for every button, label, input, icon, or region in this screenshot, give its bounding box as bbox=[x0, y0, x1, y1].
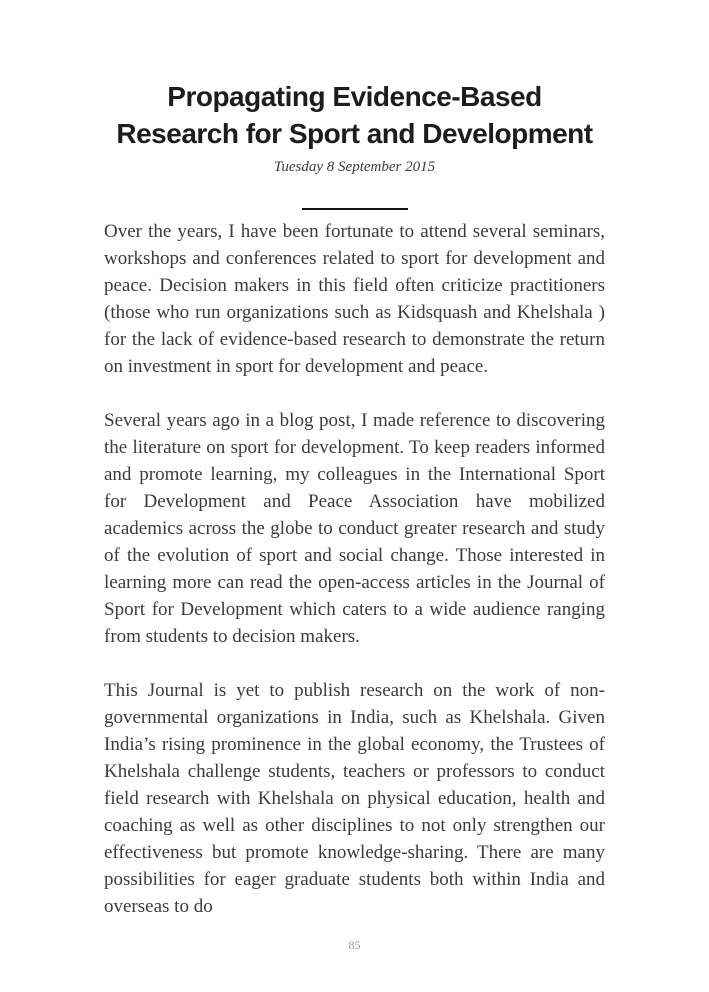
article-paragraph: Several years ago in a blog post, I made reference to discovering the literature on sport for development. To keep readers informed and promote learning, my colleagues in the International Sport for Development and Peace Association have mobilized academics across the globe to conduct greater research and study of the evolution of sport and social change. Those interested in learning more can read the open-access articles in the Journal of Sport for Development which caters to a wide audience ranging from students to decision makers. bbox=[104, 410, 605, 647]
page-title bbox=[104, 78, 605, 152]
page-number: 85 bbox=[348, 938, 361, 952]
article-paragraph: This Journal is yet to publish research on the work of non-governmental organizations in India, such as Khelshala. Given India’s rising prominence in the global economy, the Trustees of Khelshala challenge students, teachers or professors to conduct field research with Khelshala on physical education, health and coaching as well as other disciplines to not only strengthen our effectiveness but promote knowledge-sharing. There are many possibilities for eager graduate students both within India and overseas to do bbox=[104, 680, 605, 917]
title-separator-rule bbox=[302, 208, 408, 210]
article-date: Tuesday 8 September 2015 bbox=[273, 159, 436, 175]
article-body bbox=[104, 218, 605, 947]
document-header bbox=[104, 78, 605, 176]
page-title-line-1: Propagating Evidence-Based bbox=[167, 81, 542, 112]
article-paragraph: Over the years, I have been fortunate to attend several seminars, workshops and conferences related to sport for development and peace. Decision makers in this field often criticize practitioners (those who run organizations such as Kidsquash and Khelshala ) for the lack of evidence-based research to demonstrate the return on investment in sport for development and peace. bbox=[104, 221, 605, 377]
page-title-line-2: Research for Sport and Development bbox=[116, 118, 593, 149]
